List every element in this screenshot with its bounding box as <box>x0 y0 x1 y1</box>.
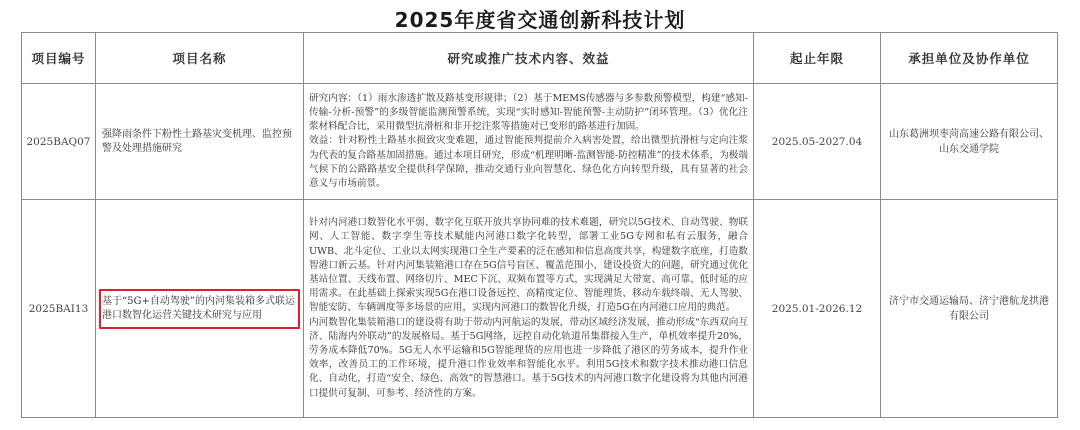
project-name-cell: 强降雨条件下粉性土路基灾变机理、监控预警及处理措施研究 <box>96 84 304 200</box>
units-cell: 济宁市交通运输局、济宁港航龙拱港有限公司 <box>881 200 1058 418</box>
header-period: 起止年限 <box>754 33 881 84</box>
table-row <box>22 200 1058 418</box>
project-id-cell: 2025BAI13 <box>22 200 96 418</box>
research-content-cell <box>304 84 754 200</box>
header-units: 承担单位及协作单位 <box>881 33 1058 84</box>
table-row <box>22 84 1058 200</box>
header-research-content: 研究或推广技术内容、效益 <box>304 33 754 84</box>
project-name-cell <box>96 200 304 418</box>
project-id-cell: 2025BAQ07 <box>22 84 96 200</box>
research-content-text: 研究内容：（1）雨水渗透扩散及路基变形规律；（2）基于MEMS传感器与多参数预警模型，构建“感知-传输-分析-预警”的多级智能监测预警系统，实现“实时感知-智能预警-主动防护”闭环管理。（3）优化注浆材料配合比，采用微型抗滑桩和非开挖注浆等措施对已变形的路基进行加固。 效益：针对粉性土路基水损致灾变难题，通过智能预判提前介入病害处置，给出微型抗滑桩与定向注浆为代表的复合路基加固措施。通过本项目研究，形成“机理明晰-监测智能-防控精准”的技术体系，为极端气候下的公路路基安全提供科学保障，推动交通行业向智慧化、绿色化方向转型升级，具有显著的社会意义与市场前景。 <box>309 92 748 189</box>
table-header-row <box>22 33 1058 84</box>
research-content-text: 针对内河港口数智化水平弱、数字化互联开放共享协同难的技术难题，研究以5G技术、自动驾驶、物联网、人工智能、数字孪生等技术赋能内河港口数字化转型，部署工业5G专网和私有云服务，融合UWB、北斗定位、工业以太网实现港口全生产要素的泛在感知和信息高度共享，构建数字底座，打造数智港口新云基。针对内河集装箱港口存在5G信号盲区、覆盖范围小、建设投资大的问题，研究通过优化基站位置、天线布置、网络切片、MEC下沉、双频布置等方式，实现满足大带宽、高可靠、低时延的应用需求。在此基础上探索实现5G在港口设备远控、高精度定位、智能理货、移动车载终端、无人驾驶、智能安防、车辆调度等多场景的应用，实现内河港口的数智化升级，打造5G在内河港口应用的典范。 内河数智化集装箱港口的建设将有助于带动内河航运的发展，带动区域经济发展，推动形成“东西双向互济、陆海内外联动”的发展格局。基于5G网络，远控自动化轨道吊集群接入生产，单机效率提升20%，劳务成本降低70%。5G无人水平运输和5G智能理货的应用也进一步降低了港区的劳务成本，提升作业效率，改善员工的工作环境，提升港口作业效率和智能化水平。利用5G技术和数字技术推动港口信息化、自动化，打造“安全、绿色、高效”的智慧港口。基于5G技术的内河港口数字化建设将为其他内河港口提供可复制、可参考、经济性的方案。 <box>309 217 748 399</box>
period-cell: 2025.01-2026.12 <box>754 200 881 418</box>
header-project-name: 项目名称 <box>96 33 304 84</box>
header-project-id: 项目编号 <box>22 33 96 84</box>
document-title: 2025年度省交通创新科技计划 <box>394 8 686 32</box>
period-cell: 2025.05-2027.04 <box>754 84 881 200</box>
project-table <box>21 32 1058 418</box>
project-name-text: 基于“5G+自动驾驶”的内河集装箱多式联运港口数智化运营关键技术研究与应用 <box>102 295 295 321</box>
units-cell: 山东葛洲坝枣菏高速公路有限公司、山东交通学院 <box>881 84 1058 200</box>
highlighted-project-name <box>102 295 297 323</box>
research-content-cell <box>304 200 754 418</box>
